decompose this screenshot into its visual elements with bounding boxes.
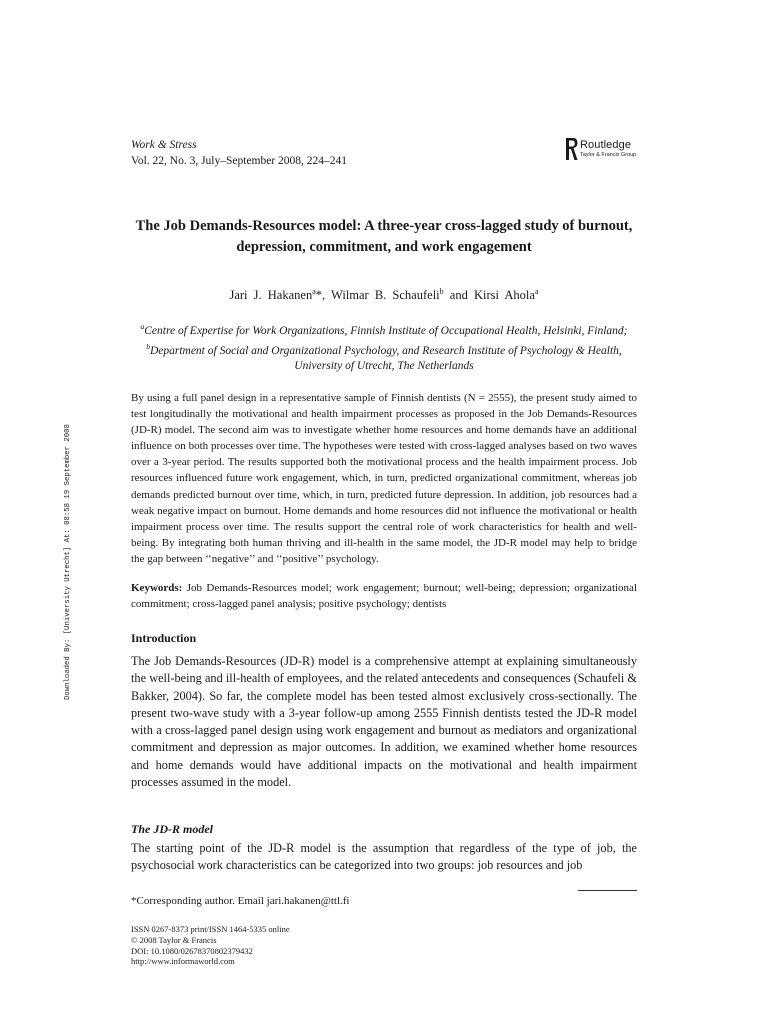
title-line-2: depression, commitment, and work engagement (236, 239, 532, 255)
publication-info (131, 924, 290, 967)
publisher-logo (566, 138, 646, 164)
routledge-logo-icon (566, 138, 578, 160)
author-name: Wilmar B. Schaufeli (331, 288, 440, 303)
author-separator: *, (315, 288, 332, 303)
affiliation-a (122, 319, 646, 339)
article-title (110, 216, 658, 258)
affil-mark: b (146, 341, 150, 351)
affiliation-b (122, 339, 646, 359)
corresponding-author-footnote: *Corresponding author. Email jari.hakanen@ttl.fi (131, 895, 350, 907)
affil-text: Centre of Expertise for Work Organizations, Finnish Institute of Occupational Health, Helsinki, Finland; (144, 324, 628, 337)
issn-line: ISSN 0267-8373 print/ISSN 1464-5335 online (131, 924, 290, 934)
publisher-brand: Routledge (580, 139, 632, 151)
author-name: Jari J. Hakanen (229, 288, 313, 303)
journal-header (131, 137, 347, 169)
author-list (110, 287, 658, 303)
keywords (131, 580, 637, 612)
author-name: Kirsi Ahola (473, 288, 535, 303)
abstract: By using a full panel design in a representative sample of Finnish dentists (N = 2555), the present study aimed to test longitudinally the motivational and health impairment processes as proposed in the Job Demands-Resources (JD-R) model. The second aim was to investigate whether home resources and home demands have an additional influence on both processes over time. The hypotheses were tested with cross-lagged analyses based on two waves over a 3-year period. The results supported both the motivational process and the health impairment process. Job resources influenced future work engagement, which, in turn, predicted organizational commitment, whereas job demands predicted burnout over time, which, in turn, predicted future depression. In addition, job resources had a weak negative impact on burnout. Home demands and home resources did not influence the motivational or health impairment process over time. The results support the central role of work characteristics for health and well-being. By integrating both human thriving and ill-health in the same model, the JD-R model may help to bridge the gap between ‘‘negative’’ and ‘‘positive’’ psychology. (131, 392, 637, 565)
journal-name: Work & Stress (131, 139, 197, 151)
publisher-url: http://www.informaworld.com (131, 956, 235, 967)
download-watermark: Downloaded By: [University Utrecht] At: 08:58 19 September 2008 (64, 424, 72, 700)
keywords-text: Job Demands-Resources model; work engagement; burnout; well-being; depression; organizational commitment; cross-lagged panel analysis; positive psychology; dentists (131, 582, 637, 610)
keywords-label: Keywords: (131, 582, 183, 594)
author-separator: and (443, 288, 474, 303)
affiliations (122, 319, 646, 374)
title-line-1: The Job Demands-Resources model: A three-year cross-lagged study of burnout, (135, 218, 633, 234)
jdr-model-paragraph: The starting point of the JD-R model is the assumption that regardless of the type of job, the psychosocial work characteristics can be categorized into two groups: job resources and job (131, 841, 637, 873)
affil-text: Department of Social and Organizational Psychology, and Research Institute of Psychology & Health, (149, 344, 622, 357)
author-affil-mark: a (312, 287, 316, 296)
section-heading-introduction: Introduction (131, 631, 197, 645)
footnote-divider (578, 890, 637, 891)
section-heading-jdr-model: The JD-R model (131, 822, 213, 836)
doi-line: DOI: 10.1080/02678370802379432 (131, 945, 253, 956)
author-affil-mark: b (439, 287, 444, 296)
journal-citation: Vol. 22, No. 3, July–September 2008, 224–241 (131, 155, 348, 167)
author-affil-mark: a (534, 287, 539, 296)
publisher-tagline: Taylor & Francis Group (580, 152, 637, 158)
affil-mark: a (140, 322, 145, 331)
copyright-line: © 2008 Taylor & Francis (131, 934, 217, 945)
affiliation-b-cont: University of Utrecht, The Netherlands (294, 359, 474, 372)
introduction-paragraph: The Job Demands-Resources (JD-R) model is a comprehensive attempt at explaining simultaneously the well-being and ill-health of employees, and the related antecedents and consequences (Schaufeli & Bakker, 2004). So far, the complete model has been tested almost exclusively cross-sectionally. The present two-wave study with a 3-year follow-up among 2555 Finnish dentists tested the JD-R model with a cross-lagged panel design using work engagement and burnout as mediators and organizational commitment and depression as major outcomes. In addition, we examined whether home resources and home demands would have additional impacts on the motivational and health impairment processes assumed in the model. (131, 654, 637, 790)
